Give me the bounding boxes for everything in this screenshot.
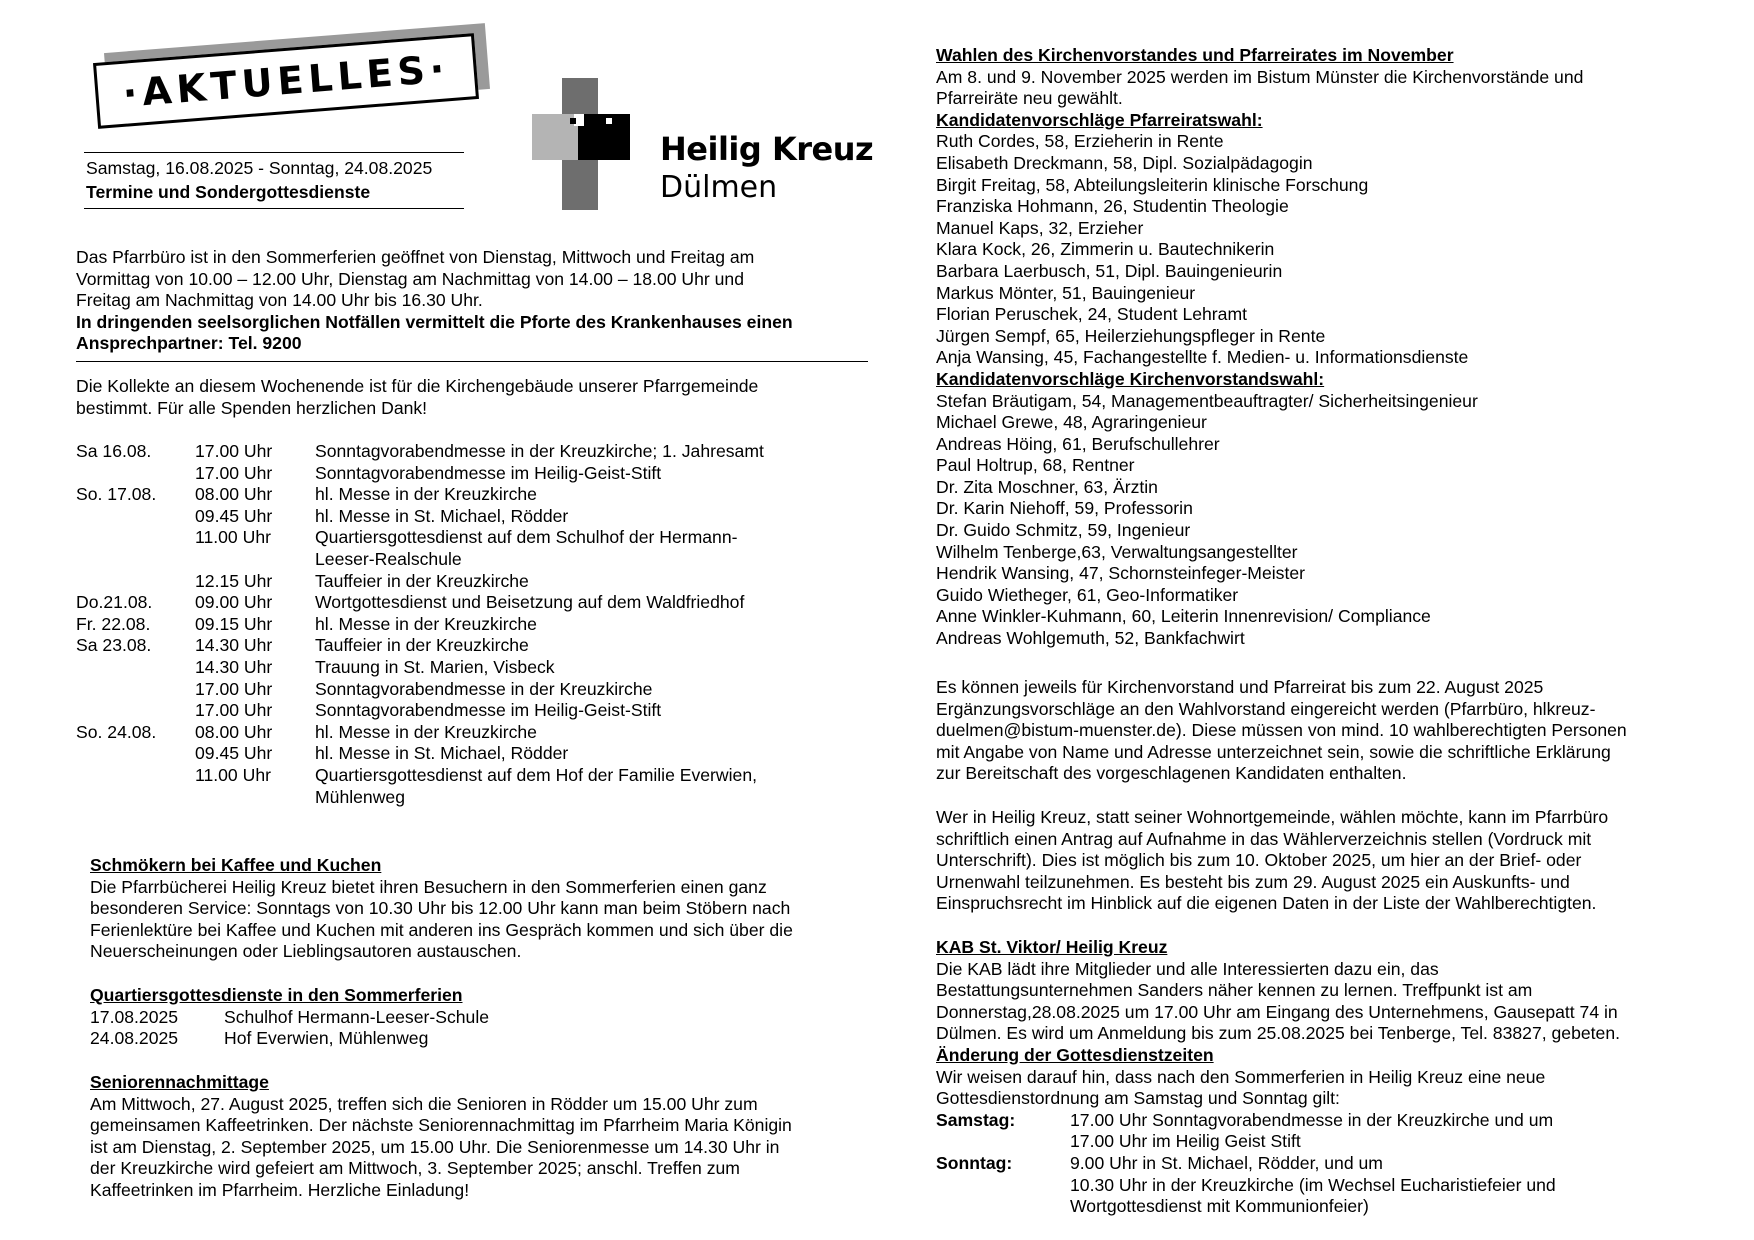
para2-line: Einspruchsrecht im Hinblick auf die eigenen Daten in der Liste der Wahlberechtigten.	[936, 893, 1597, 914]
senioren-line: gemeinsamen Kaffeetrinken. Der nächste Seniorennachmittag im Pfarrheim Maria Königin	[90, 1115, 792, 1136]
kaffee-line: Die Pfarrbücherei Heilig Kreuz bietet ihren Besuchern in den Sommerferien einen ganz	[90, 876, 767, 897]
para2-line: Unterschrift). Dies ist möglich bis zum 10. Oktober 2025, um hier an der Brief- oder	[936, 850, 1582, 871]
pfarrei-candidate: Jürgen Sempf, 65, Heilerziehungspfleger in Rente	[936, 325, 1326, 346]
sonntag-row	[936, 1153, 1726, 1218]
emergency-line: Ansprechpartner: Tel. 9200	[76, 333, 302, 354]
pfarrei-candidate: Manuel Kaps, 32, Erzieher	[936, 217, 1144, 238]
kaffee-line: besonderen Service: Sonntags von 10.30 Uhr bis 12.00 Uhr kann man beim Stöbern nach	[90, 898, 791, 919]
quartier-row: 17.08.2025 Schulhof Hermann-Leeser-Schule	[90, 1006, 490, 1027]
kv-candidate: Guido Wietheger, 61, Geo-Informatiker	[936, 584, 1239, 605]
kv-candidate: Michael Grewe, 48, Agraringenieur	[936, 412, 1207, 433]
sonntag-label: Sonntag:	[936, 1152, 1013, 1173]
senioren-line: der Kreuzkirche wird gefeiert am Mittwoch, 3. September 2025; anschl. Treffen zum	[90, 1158, 740, 1179]
schedule-row: 12.15 Uhr Tauffeier in der Kreuzkirche	[195, 570, 529, 591]
kv-candidate: Anne Winkler-Kuhmann, 60, Leiterin Innenrevision/ Compliance	[936, 606, 1431, 627]
schedule-row: 17.00 Uhr Sonntagvorabendmesse im Heilig-Geist-Stift	[195, 462, 662, 483]
schedule-table	[76, 441, 836, 808]
sonntag-line: 10.30 Uhr in der Kreuzkirche (im Wechsel Eucharistiefeier und	[1070, 1174, 1556, 1195]
schedule-row: 14.30 Uhr Trauung in St. Marien, Visbeck	[195, 656, 555, 677]
samstag-row	[936, 1110, 1726, 1153]
para1-line: zur Bereitschaft des vorgeschlagenen Kandidaten enthalten.	[936, 763, 1407, 784]
logo-city: Dülmen	[660, 170, 778, 205]
pfarrei-candidates-title: Kandidatenvorschläge Pfarreiratswahl:	[936, 109, 1263, 130]
schedule-row: Fr. 22.08. 09.15 Uhr hl. Messe in der Kreuzkirche	[76, 613, 537, 634]
office-hours	[76, 247, 856, 355]
samstag-line: 17.00 Uhr im Heilig Geist Stift	[1070, 1131, 1301, 1152]
collection-line: bestimmt. Für alle Spenden herzlichen Dank!	[76, 397, 428, 418]
kaffee-section	[90, 855, 870, 963]
schedule-row: Sa 23.08. 14.30 Uhr Tauffeier in der Kreuzkirche	[76, 635, 529, 656]
emergency-line: In dringenden seelsorglichen Notfällen vermittelt die Pforte des Krankenhauses einen	[76, 311, 793, 332]
schedule-row: 11.00 Uhr Quartiersgottesdienst auf dem Hof der Familie Everwien,	[195, 764, 757, 785]
samstag-line: 17.00 Uhr Sonntagvorabendmesse in der Kreuzkirche und um	[1070, 1109, 1554, 1130]
header-subtitle: Termine und Sondergottesdienste	[86, 182, 371, 202]
para1-line: mit Angabe von Name und Adresse unterzeichnet sein, sowie die schriftliche Erklärung	[936, 741, 1611, 762]
collection-line: Die Kollekte an diesem Wochenende ist für die Kirchengebäude unserer Pfarrgemeinde	[76, 376, 759, 396]
schedule-row: Mühlenweg	[315, 786, 405, 807]
office-line: Das Pfarrbüro ist in den Sommerferien geöffnet von Dienstag, Mittwoch und Freitag am	[76, 247, 755, 267]
senioren-title: Seniorennachmittage	[90, 1072, 269, 1092]
kv-candidate: Andreas Wohlgemuth, 52, Bankfachwirt	[936, 628, 1245, 649]
aenderung-title: Änderung der Gottesdienstzeiten	[936, 1044, 1214, 1065]
pfarrei-candidate: Elisabeth Dreckmann, 58, Dipl. Sozialpädagogin	[936, 152, 1313, 173]
sonntag-line: Wortgottesdienst mit Kommunionfeier)	[1070, 1196, 1369, 1217]
office-line: Vormittag von 10.00 – 12.00 Uhr, Dienstag am Nachmittag von 14.00 – 18.00 Uhr und	[76, 268, 744, 289]
header-rule-bottom	[84, 208, 464, 209]
kv-candidate: Wilhelm Tenberge,63, Verwaltungsangestellter	[936, 541, 1298, 562]
schedule-row: 11.00 Uhr Quartiersgottesdienst auf dem Schulhof der Hermann-	[195, 527, 738, 548]
kv-candidate: Stefan Bräutigam, 54, Managementbeauftragter/ Sicherheitsingenieur	[936, 390, 1478, 411]
pfarrei-candidate: Anja Wansing, 45, Fachangestellte f. Medien- u. Informationsdienste	[936, 347, 1469, 368]
para1-line: Es können jeweils für Kirchenvorstand und Pfarreirat bis zum 22. August 2025	[936, 677, 1544, 697]
office-rule	[76, 361, 868, 362]
schedule-row: 09.45 Uhr hl. Messe in St. Michael, Rödder	[195, 505, 569, 526]
kv-candidate: Dr. Guido Schmitz, 59, Ingenieur	[936, 520, 1191, 541]
samstag-label: Samstag:	[936, 1109, 1016, 1130]
para2-line: Wer in Heilig Kreuz, statt seiner Wohnortgemeinde, wählen möchte, kann im Pfarrbüro	[936, 807, 1609, 827]
senioren-line: Kaffeetrinken im Pfarrheim. Herzliche Einladung!	[90, 1179, 470, 1200]
wahlen-para2	[936, 807, 1726, 915]
wahlen-intro: Pfarreiräte neu gewählt.	[936, 88, 1123, 109]
quartier-row: 24.08.2025 Hof Everwien, Mühlenweg	[90, 1028, 429, 1049]
quartier-section	[90, 985, 870, 1050]
sonntag-line: 9.00 Uhr in St. Michael, Rödder, und um	[1070, 1152, 1383, 1173]
schedule-row: So. 17.08. 08.00 Uhr hl. Messe in der Kreuzkirche	[76, 484, 537, 505]
kaffee-title: Schmökern bei Kaffee und Kuchen	[90, 855, 382, 875]
heilig-kreuz-logo-icon	[532, 78, 644, 210]
pfarrei-candidate: Markus Mönter, 51, Bauingenieur	[936, 282, 1196, 303]
aktuelles-stamp	[93, 33, 479, 129]
kv-candidate: Andreas Höing, 61, Berufschullehrer	[936, 433, 1220, 454]
schedule-row: So. 24.08. 08.00 Uhr hl. Messe in der Kreuzkirche	[76, 721, 537, 742]
kab-line: Dülmen. Es wird um Anmeldung bis zum 25.08.2025 bei Tenberge, Tel. 83827, gebeten.	[936, 1023, 1620, 1044]
schedule-row: 17.00 Uhr Sonntagvorabendmesse in der Kreuzkirche	[195, 678, 653, 699]
kv-candidate: Paul Holtrup, 68, Rentner	[936, 455, 1135, 476]
pfarrei-candidate: Ruth Cordes, 58, Erzieherin in Rente	[936, 131, 1224, 152]
kv-candidate: Dr. Karin Niehoff, 59, Professorin	[936, 498, 1193, 519]
date-range: Samstag, 16.08.2025 - Sonntag, 24.08.2025	[86, 158, 433, 178]
senioren-line: ist am Dienstag, 2. September 2025, um 15.00 Uhr. Die Seniorenmesse um 14.30 Uhr in	[90, 1136, 780, 1157]
schedule-row: Leeser-Realschule	[315, 548, 462, 569]
kab-title: KAB St. Viktor/ Heilig Kreuz	[936, 937, 1168, 957]
kv-candidate: Dr. Zita Moschner, 63, Ärztin	[936, 476, 1158, 497]
wahlen-para1	[936, 677, 1726, 785]
office-line: Freitag am Nachmittag von 14.00 Uhr bis 16.30 Uhr.	[76, 290, 483, 311]
pfarrei-candidate: Birgit Freitag, 58, Abteilungsleiterin klinische Forschung	[936, 174, 1369, 195]
logo-name: Heilig Kreuz	[660, 130, 874, 168]
wahlen-title: Wahlen des Kirchenvorstandes und Pfarreirates im November	[936, 45, 1454, 65]
para2-line: schriftlich einen Antrag auf Aufnahme in das Wählerverzeichnis stellen (Vordruck mit	[936, 828, 1592, 849]
kab-line: Donnerstag,28.08.2025 um 17.00 Uhr am Eingang des Unternehmens, Gausepatt 74 in	[936, 1001, 1618, 1022]
schedule-row: Sa 16.08. 17.00 Uhr Sonntagvorabendmesse in der Kreuzkirche; 1. Jahresamt	[76, 441, 764, 461]
senioren-line: Am Mittwoch, 27. August 2025, treffen sich die Senioren in Rödder um 15.00 Uhr zum	[90, 1093, 758, 1114]
pfarrei-candidate: Florian Peruschek, 24, Student Lehramt	[936, 304, 1247, 325]
wahlen-section	[936, 45, 1726, 650]
kv-candidate: Hendrik Wansing, 47, Schornsteinfeger-Meister	[936, 563, 1305, 584]
stamp-text: ·AKTUELLES·	[121, 46, 451, 116]
kab-section	[936, 937, 1726, 1218]
header-rule-top	[84, 152, 464, 153]
kab-line: Die KAB lädt ihre Mitglieder und alle Interessierten dazu ein, das	[936, 958, 1439, 979]
quartier-title: Quartiersgottesdienste in den Sommerferien	[90, 985, 463, 1005]
schedule-row: Do.21.08. 09.00 Uhr Wortgottesdienst und Beisetzung auf dem Waldfriedhof	[76, 592, 745, 613]
para1-line: duelmen@bistum-muenster.de). Diese müssen von mind. 10 wahlberechtigten Personen	[936, 720, 1627, 741]
aenderung-line: Gottesdienstordnung am Samstag und Sonntag gilt:	[936, 1088, 1340, 1109]
kaffee-line: Ferienlektüre bei Kaffee und Kuchen mit anderen ins Gespräch kommen und sich über die	[90, 919, 793, 940]
aenderung-line: Wir weisen darauf hin, dass nach den Sommerferien in Heilig Kreuz eine neue	[936, 1066, 1546, 1087]
wahlen-intro: Am 8. und 9. November 2025 werden im Bistum Münster die Kirchenvorstände und	[936, 66, 1584, 87]
para1-line: Ergänzungsvorschläge an den Wahlvorstand eingereicht werden (Pfarrbüro, hlkreuz-	[936, 698, 1596, 719]
pfarrei-candidate: Franziska Hohmann, 26, Studentin Theologie	[936, 196, 1289, 217]
kaffee-line: Neuerscheinungen oder Lieblingsautoren austauschen.	[90, 941, 522, 962]
pfarrei-candidate: Klara Kock, 26, Zimmerin u. Bautechnikerin	[936, 239, 1275, 260]
schedule-row: 17.00 Uhr Sonntagvorabendmesse im Heilig-Geist-Stift	[195, 700, 662, 721]
kab-line: Bestattungsunternehmen Sanders näher kennen zu lernen. Treffpunkt ist am	[936, 980, 1533, 1001]
para2-line: Urnenwahl teilzunehmen. Es besteht bis zum 29. August 2025 ein Auskunfts- und	[936, 871, 1570, 892]
schedule-row: 09.45 Uhr hl. Messe in St. Michael, Rödder	[195, 743, 569, 764]
kv-candidates-title: Kandidatenvorschläge Kirchenvorstandswahl:	[936, 368, 1325, 389]
pfarrei-candidate: Barbara Laerbusch, 51, Dipl. Bauingenieurin	[936, 260, 1283, 281]
collection-note	[76, 376, 856, 419]
senioren-section	[90, 1072, 870, 1202]
